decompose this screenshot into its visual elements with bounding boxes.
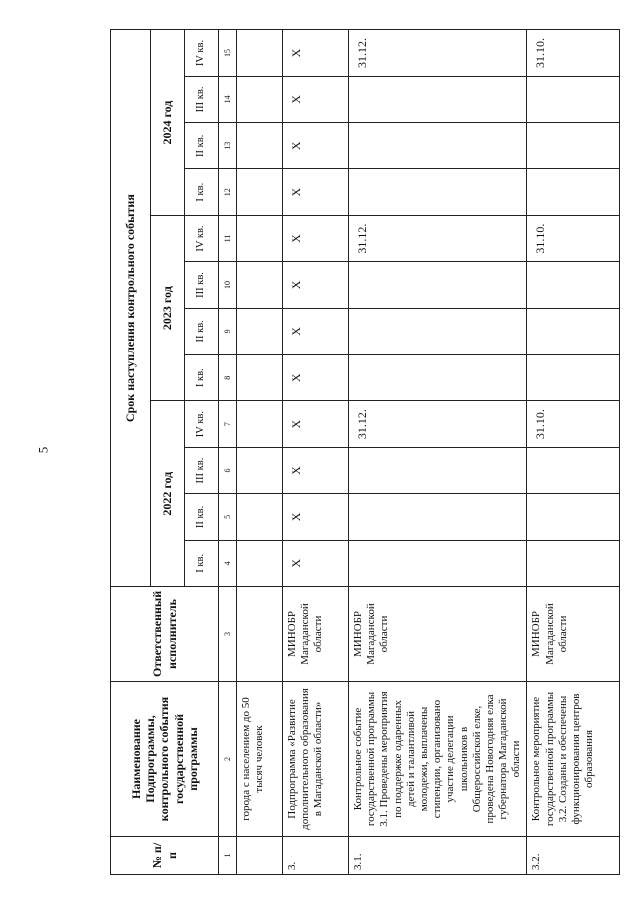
quarter-header: IV кв.: [185, 30, 219, 76]
table-row: [349, 30, 527, 875]
quarter-cell: [527, 308, 620, 354]
table-row: [527, 30, 620, 875]
quarter-cell: X: [283, 262, 349, 308]
header-executor: Ответственный исполнитель: [111, 587, 219, 682]
quarter-cell: [237, 308, 283, 354]
row-name: города с населением до 50 тысяч человек: [237, 682, 283, 837]
quarter-cell: X: [283, 401, 349, 447]
quarter-cell: [237, 30, 283, 76]
column-number: 14: [219, 76, 237, 122]
control-events-table: [110, 29, 620, 875]
quarter-cell: X: [283, 123, 349, 169]
quarter-cell: [527, 447, 620, 493]
column-number: 3: [219, 587, 237, 682]
row-name: Подпрограмма «Развитие дополнительного образования в Магаданской области»: [283, 682, 349, 837]
column-number: 10: [219, 262, 237, 308]
quarter-cell: [527, 169, 620, 215]
quarter-cell: X: [283, 308, 349, 354]
header-year-2024: 2024 год: [151, 30, 185, 216]
quarter-cell: 31.10.: [527, 215, 620, 261]
table-row: [237, 30, 283, 875]
quarter-header: I кв.: [185, 540, 219, 586]
rotated-table-container: [110, 30, 620, 875]
quarter-cell: 31.12.: [349, 30, 527, 76]
quarter-cell: [237, 215, 283, 261]
row-number: 3.1.: [349, 837, 527, 875]
quarter-cell: [237, 447, 283, 493]
quarter-cell: [349, 123, 527, 169]
quarter-cell: [237, 540, 283, 586]
row-executor: [237, 587, 283, 682]
column-number: 2: [219, 682, 237, 837]
quarter-cell: [237, 401, 283, 447]
row-executor: МИНОБР Магаданской области: [349, 587, 527, 682]
row-executor: МИНОБР Магаданской области: [283, 587, 349, 682]
quarter-cell: X: [283, 447, 349, 493]
rotated-table-wrapper: [110, 30, 620, 875]
column-number: 1: [219, 837, 237, 875]
row-number: 3.2.: [527, 837, 620, 875]
page-number: 5: [35, 446, 51, 454]
quarter-cell: [237, 262, 283, 308]
quarter-cell: [349, 169, 527, 215]
column-number: 15: [219, 30, 237, 76]
quarter-cell: [349, 447, 527, 493]
quarter-header: III кв.: [185, 76, 219, 122]
quarter-cell: [349, 262, 527, 308]
quarter-cell: [527, 123, 620, 169]
row-executor: МИНОБР Магаданской области: [527, 587, 620, 682]
quarter-cell: [527, 540, 620, 586]
quarter-cell: [527, 355, 620, 401]
quarter-header: IV кв.: [185, 215, 219, 261]
quarter-cell: [349, 540, 527, 586]
header-year-2023: 2023 год: [151, 215, 185, 401]
column-number: 4: [219, 540, 237, 586]
column-number: 12: [219, 169, 237, 215]
header-num: № п/п: [111, 837, 219, 875]
quarter-cell: [237, 169, 283, 215]
quarter-cell: [527, 76, 620, 122]
quarter-cell: X: [283, 215, 349, 261]
quarter-cell: [237, 494, 283, 540]
quarter-cell: [349, 76, 527, 122]
quarter-cell: X: [283, 540, 349, 586]
quarter-cell: [527, 494, 620, 540]
quarter-header: III кв.: [185, 262, 219, 308]
row-name: Контрольное событие государственной программы 3.1. Проведены мероприятия по поддержке одаренных детей и талантливой молодежи, выплачены стипендии, организовано участие делегации школьников в Общероссийской елке, проведена Новогодняя елка губернатора Магаданской области: [349, 682, 527, 837]
table-row: [283, 30, 349, 875]
quarter-cell: 31.12.: [349, 215, 527, 261]
quarter-header: IV кв.: [185, 401, 219, 447]
column-number: 6: [219, 447, 237, 493]
quarter-cell: X: [283, 30, 349, 76]
quarter-cell: [237, 123, 283, 169]
quarter-header: III кв.: [185, 447, 219, 493]
header-name: Наименование Подпрограммы, контрольного события государственной программы: [111, 682, 219, 837]
row-name: Контрольное мероприятие государственной программы 3.2. Созданы и обеспечены функционирования центров образования: [527, 682, 620, 837]
row-number: 3.: [283, 837, 349, 875]
quarter-cell: 31.10.: [527, 401, 620, 447]
header-year-2022: 2022 год: [151, 401, 185, 587]
column-number: 8: [219, 355, 237, 401]
quarter-cell: X: [283, 355, 349, 401]
column-number: 7: [219, 401, 237, 447]
quarter-header: II кв.: [185, 123, 219, 169]
quarter-header: II кв.: [185, 308, 219, 354]
quarter-cell: X: [283, 494, 349, 540]
quarter-cell: [349, 308, 527, 354]
quarter-cell: X: [283, 169, 349, 215]
column-number: 13: [219, 123, 237, 169]
column-number: 11: [219, 215, 237, 261]
quarter-header: I кв.: [185, 169, 219, 215]
quarter-cell: [349, 355, 527, 401]
quarter-cell: [527, 262, 620, 308]
quarter-cell: 31.12.: [349, 401, 527, 447]
quarter-cell: X: [283, 76, 349, 122]
row-number: [237, 837, 283, 875]
quarter-cell: 31.10.: [527, 30, 620, 76]
quarter-cell: [349, 494, 527, 540]
quarter-header: I кв.: [185, 355, 219, 401]
column-number-row: [219, 30, 237, 875]
column-number: 9: [219, 308, 237, 354]
column-number: 5: [219, 494, 237, 540]
quarter-header: II кв.: [185, 494, 219, 540]
quarter-cell: [237, 355, 283, 401]
header-term: Срок наступления контрольного события: [111, 30, 151, 587]
quarter-cell: [237, 76, 283, 122]
